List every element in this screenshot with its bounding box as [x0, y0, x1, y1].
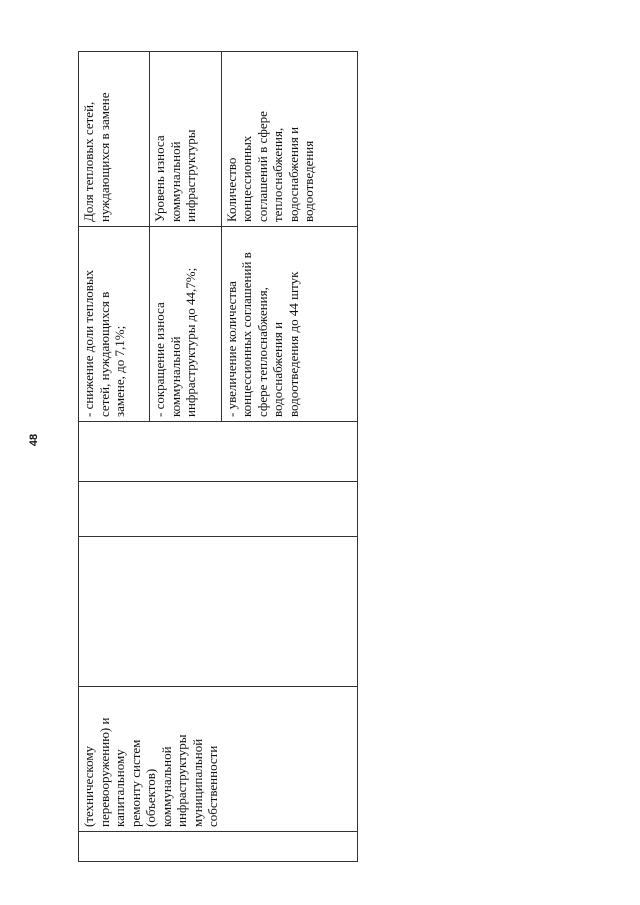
table-cell-empty	[79, 537, 358, 687]
table-cell-activity	[79, 687, 358, 832]
table-cell-empty	[79, 482, 358, 537]
program-table	[78, 51, 358, 862]
table-cell-indicator	[221, 52, 357, 227]
table-cell-empty	[79, 422, 358, 482]
target-text: - снижение доли тепловых сетей, нуждающихся в замене, до 7,1%;	[81, 269, 127, 417]
table-cell-empty	[79, 832, 358, 862]
rotated-table-container	[78, 52, 358, 862]
indicator-text: Количество концессионных соглашений в сфере теплоснабжения, водоснабжения и водоотведения	[223, 111, 317, 222]
activity-text: (техническому перевооружению) и капитальному ремонту систем (объектов) коммунальной инфраструктуры муниципальной собственности	[81, 717, 220, 827]
target-text: - сокращение износа коммунальной инфраструктуры до 44,7%;	[152, 267, 199, 417]
table-cell-target	[79, 227, 150, 422]
indicator-text: Доля тепловых сетей, нуждающихся в замене	[81, 92, 112, 222]
table-cell-target	[221, 227, 357, 422]
table-cell-indicator	[150, 52, 221, 227]
target-text: - увеличение количества концессионных соглашений в сфере теплоснабжения, водоснабжения и водоотведения до 44 штук	[223, 252, 301, 417]
table-cell-target	[150, 227, 221, 422]
table-cell-indicator	[79, 52, 150, 227]
page-number: 48	[28, 433, 40, 447]
table-row	[79, 52, 150, 862]
indicator-text: Уровень износа коммунальной инфраструктуры	[152, 129, 199, 222]
